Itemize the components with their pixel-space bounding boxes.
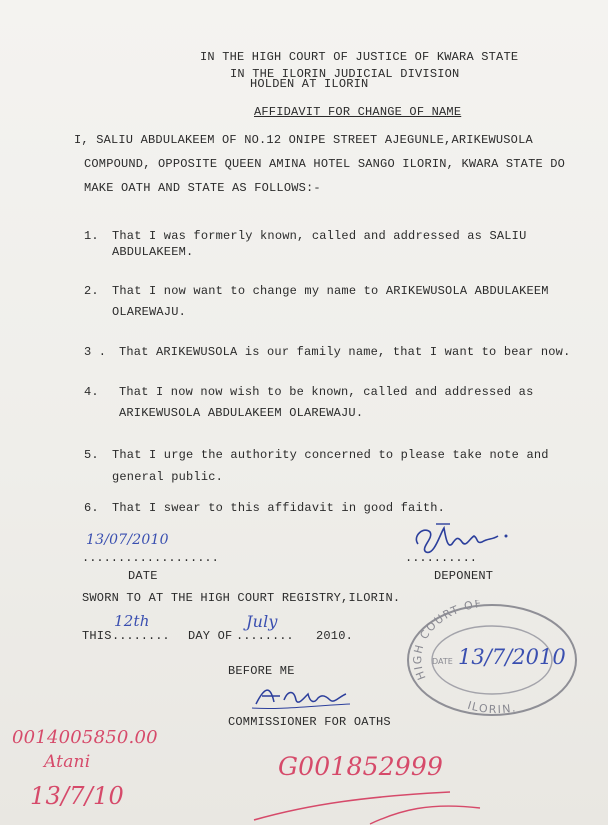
item-text: That I now want to change my name to ARIKEWUSOLA ABDULAKEEM <box>112 284 549 298</box>
handwritten-date: 13/07/2010 <box>86 532 169 548</box>
commissioner-label: COMMISSIONER FOR OATHS <box>228 715 391 729</box>
stamp-top-text: HIGH COURT OF <box>411 600 484 682</box>
item-number: 1. <box>84 229 99 243</box>
month-dots: ........ <box>236 629 294 643</box>
date-label: DATE <box>128 569 158 583</box>
item-text: That I swear to this affidavit in good faith. <box>112 501 446 515</box>
intro-line2: COMPOUND, OPPOSITE QUEEN AMINA HOTEL SANGO ILORIN, KWARA STATE DO <box>84 157 566 171</box>
date-dotted-line: ................... <box>82 551 219 565</box>
court-header-line2: IN THE ILORIN JUDICIAL DIVISION <box>230 67 460 81</box>
svg-text:HIGH COURT OF <box>411 600 483 682</box>
before-me: BEFORE ME <box>228 664 295 678</box>
item-number: 5. <box>84 448 99 462</box>
red-date-note: 13/7/10 <box>30 782 124 810</box>
commissioner-signature <box>250 680 360 714</box>
stamp-date-label: DATE <box>432 657 453 666</box>
deponent-label: DEPONENT <box>434 569 494 583</box>
red-scribble <box>250 790 490 825</box>
sworn-statement: SWORN TO AT THE HIGH COURT REGISTRY,ILORIN. <box>82 591 401 605</box>
item-number: 6. <box>84 501 99 515</box>
item-text-cont: general public. <box>112 470 224 484</box>
red-initials-note: Atani <box>44 752 91 772</box>
year: 2010. <box>316 629 354 643</box>
stamp-date-value: 13/7/2010 <box>458 645 566 669</box>
item-text-cont: ARIKEWUSOLA ABDULAKEEM OLAREWAJU. <box>119 406 364 420</box>
stamp-bottom-text: ILORIN. <box>465 698 518 717</box>
item-number: 2. <box>84 284 99 298</box>
item-text-cont: ABDULAKEEM. <box>112 245 194 259</box>
item-text: That ARIKEWUSOLA is our family name, that I want to bear now. <box>119 345 571 359</box>
red-receipt-number: G001852999 <box>278 752 444 781</box>
this-dots: ........ <box>112 629 170 643</box>
handwritten-month: July <box>246 612 278 631</box>
item-number: 3 . <box>84 345 107 359</box>
day-of: DAY OF <box>188 629 233 643</box>
item-text: That I was formerly known, called and addressed as SALIU <box>112 229 527 243</box>
intro-line3: MAKE OATH AND STATE AS FOLLOWS:- <box>84 181 321 195</box>
red-amount-note: 0014005850.00 <box>12 727 158 748</box>
handwritten-day: 12th <box>114 612 150 630</box>
court-header-line3: HOLDEN AT ILORIN <box>250 77 369 91</box>
intro-line1: I, SALIU ABDULAKEEM OF NO.12 ONIPE STREET AJEGUNLE,ARIKEWUSOLA <box>74 133 533 147</box>
item-text-cont: OLAREWAJU. <box>112 305 187 319</box>
item-number: 4. <box>84 385 99 399</box>
document-title: AFFIDAVIT FOR CHANGE OF NAME <box>254 105 462 119</box>
deponent-dotted-line: .......... <box>405 551 478 565</box>
court-header-line1: IN THE HIGH COURT OF JUSTICE OF KWARA STATE <box>200 50 519 64</box>
this-prefix: THIS <box>82 629 112 643</box>
court-stamp <box>404 600 582 718</box>
item-text: That I urge the authority concerned to please take note and <box>112 448 549 462</box>
item-text: That I now now wish to be known, called and addressed as <box>119 385 534 399</box>
